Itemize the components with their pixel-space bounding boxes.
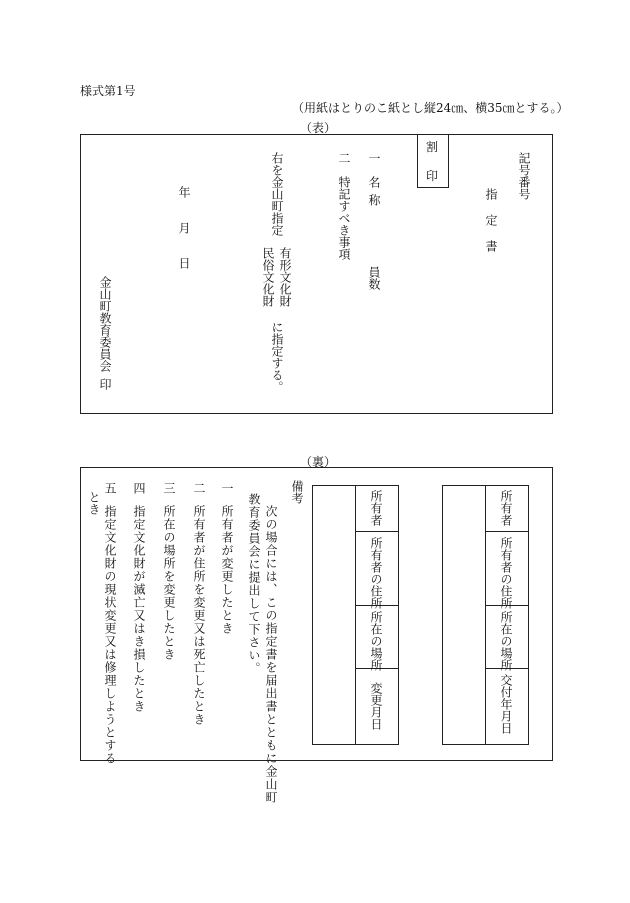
category-tangible: 有形文化財 <box>278 247 292 307</box>
remarks-intro-line2: 教育委員会に提出して下さい。 <box>247 493 261 675</box>
remark-item-text: 指定文化財の現状変更又は修理しようとする <box>103 505 117 765</box>
item1-number: 一 <box>367 152 381 164</box>
table-divider <box>355 485 356 745</box>
designation-suffix: に指定する。 <box>270 321 284 393</box>
issuer-seal: 印 <box>98 378 112 390</box>
seal-mark: 印 <box>426 169 439 183</box>
table-divider <box>485 485 486 745</box>
remark-item-number: 五 <box>103 482 117 494</box>
table-header-owner: 所有者 <box>369 490 383 526</box>
remark-item-text: 指定文化財が滅亡又はき損したとき <box>132 505 146 713</box>
paper-note: （用紙はとりのこ紙とし縦24㎝、横35㎝とする。） <box>292 101 569 115</box>
table-divider <box>485 531 529 532</box>
remark-item-text: 所在の場所を変更したとき <box>162 505 176 661</box>
table-divider <box>355 531 399 532</box>
record-number-label: 記号番号 <box>517 152 531 200</box>
remark-item-number: 二 <box>192 482 206 494</box>
table-header-location: 所在の場所 <box>369 611 383 671</box>
back-label: （裏） <box>300 455 337 469</box>
table-header-change-date: 変更月日 <box>369 682 383 730</box>
split-seal-label: 割 <box>426 140 439 154</box>
item2-label: 特記すべき事項 <box>337 176 351 260</box>
issuer-name: 金山町教育委員会 <box>98 276 112 372</box>
remark-item-text: 所有者が住所を変更又は死亡したとき <box>192 505 206 726</box>
item1-label: 名称 <box>367 176 381 212</box>
item2-number: 二 <box>337 152 351 164</box>
remark-item-text: 所有者が変更したとき <box>220 505 234 635</box>
table-header-owner-address: 所有者の住所 <box>369 537 383 609</box>
table-header-owner: 所有者 <box>499 490 513 526</box>
remarks-intro-line1: 次の場合には、この指定書を届出書とともに金山町 <box>264 505 278 804</box>
table-header-issue-date: 交付年月日 <box>499 674 513 734</box>
remarks-title: 備考 <box>290 480 304 504</box>
remark-item-number: 三 <box>162 482 176 494</box>
table-header-location: 所在の場所 <box>499 611 513 671</box>
remark-item-number: 四 <box>132 482 146 494</box>
table-header-owner-address: 所有者の住所 <box>499 537 513 609</box>
front-label: （表） <box>300 121 337 135</box>
remark-item-number: 一 <box>220 482 234 494</box>
date-year: 年 <box>177 186 191 198</box>
item1-count-label: 員数 <box>367 266 381 290</box>
remark-item5-continuation: とき <box>87 491 101 515</box>
date-day: 日 <box>177 257 191 269</box>
form-number: 様式第1号 <box>80 84 136 98</box>
certificate-title: 指定書 <box>484 188 498 266</box>
front-certificate-frame <box>80 134 553 414</box>
category-folk: 民俗文化財 <box>261 247 275 307</box>
designation-prefix: 右を金山町指定 <box>270 152 284 236</box>
date-month: 月 <box>177 222 191 234</box>
